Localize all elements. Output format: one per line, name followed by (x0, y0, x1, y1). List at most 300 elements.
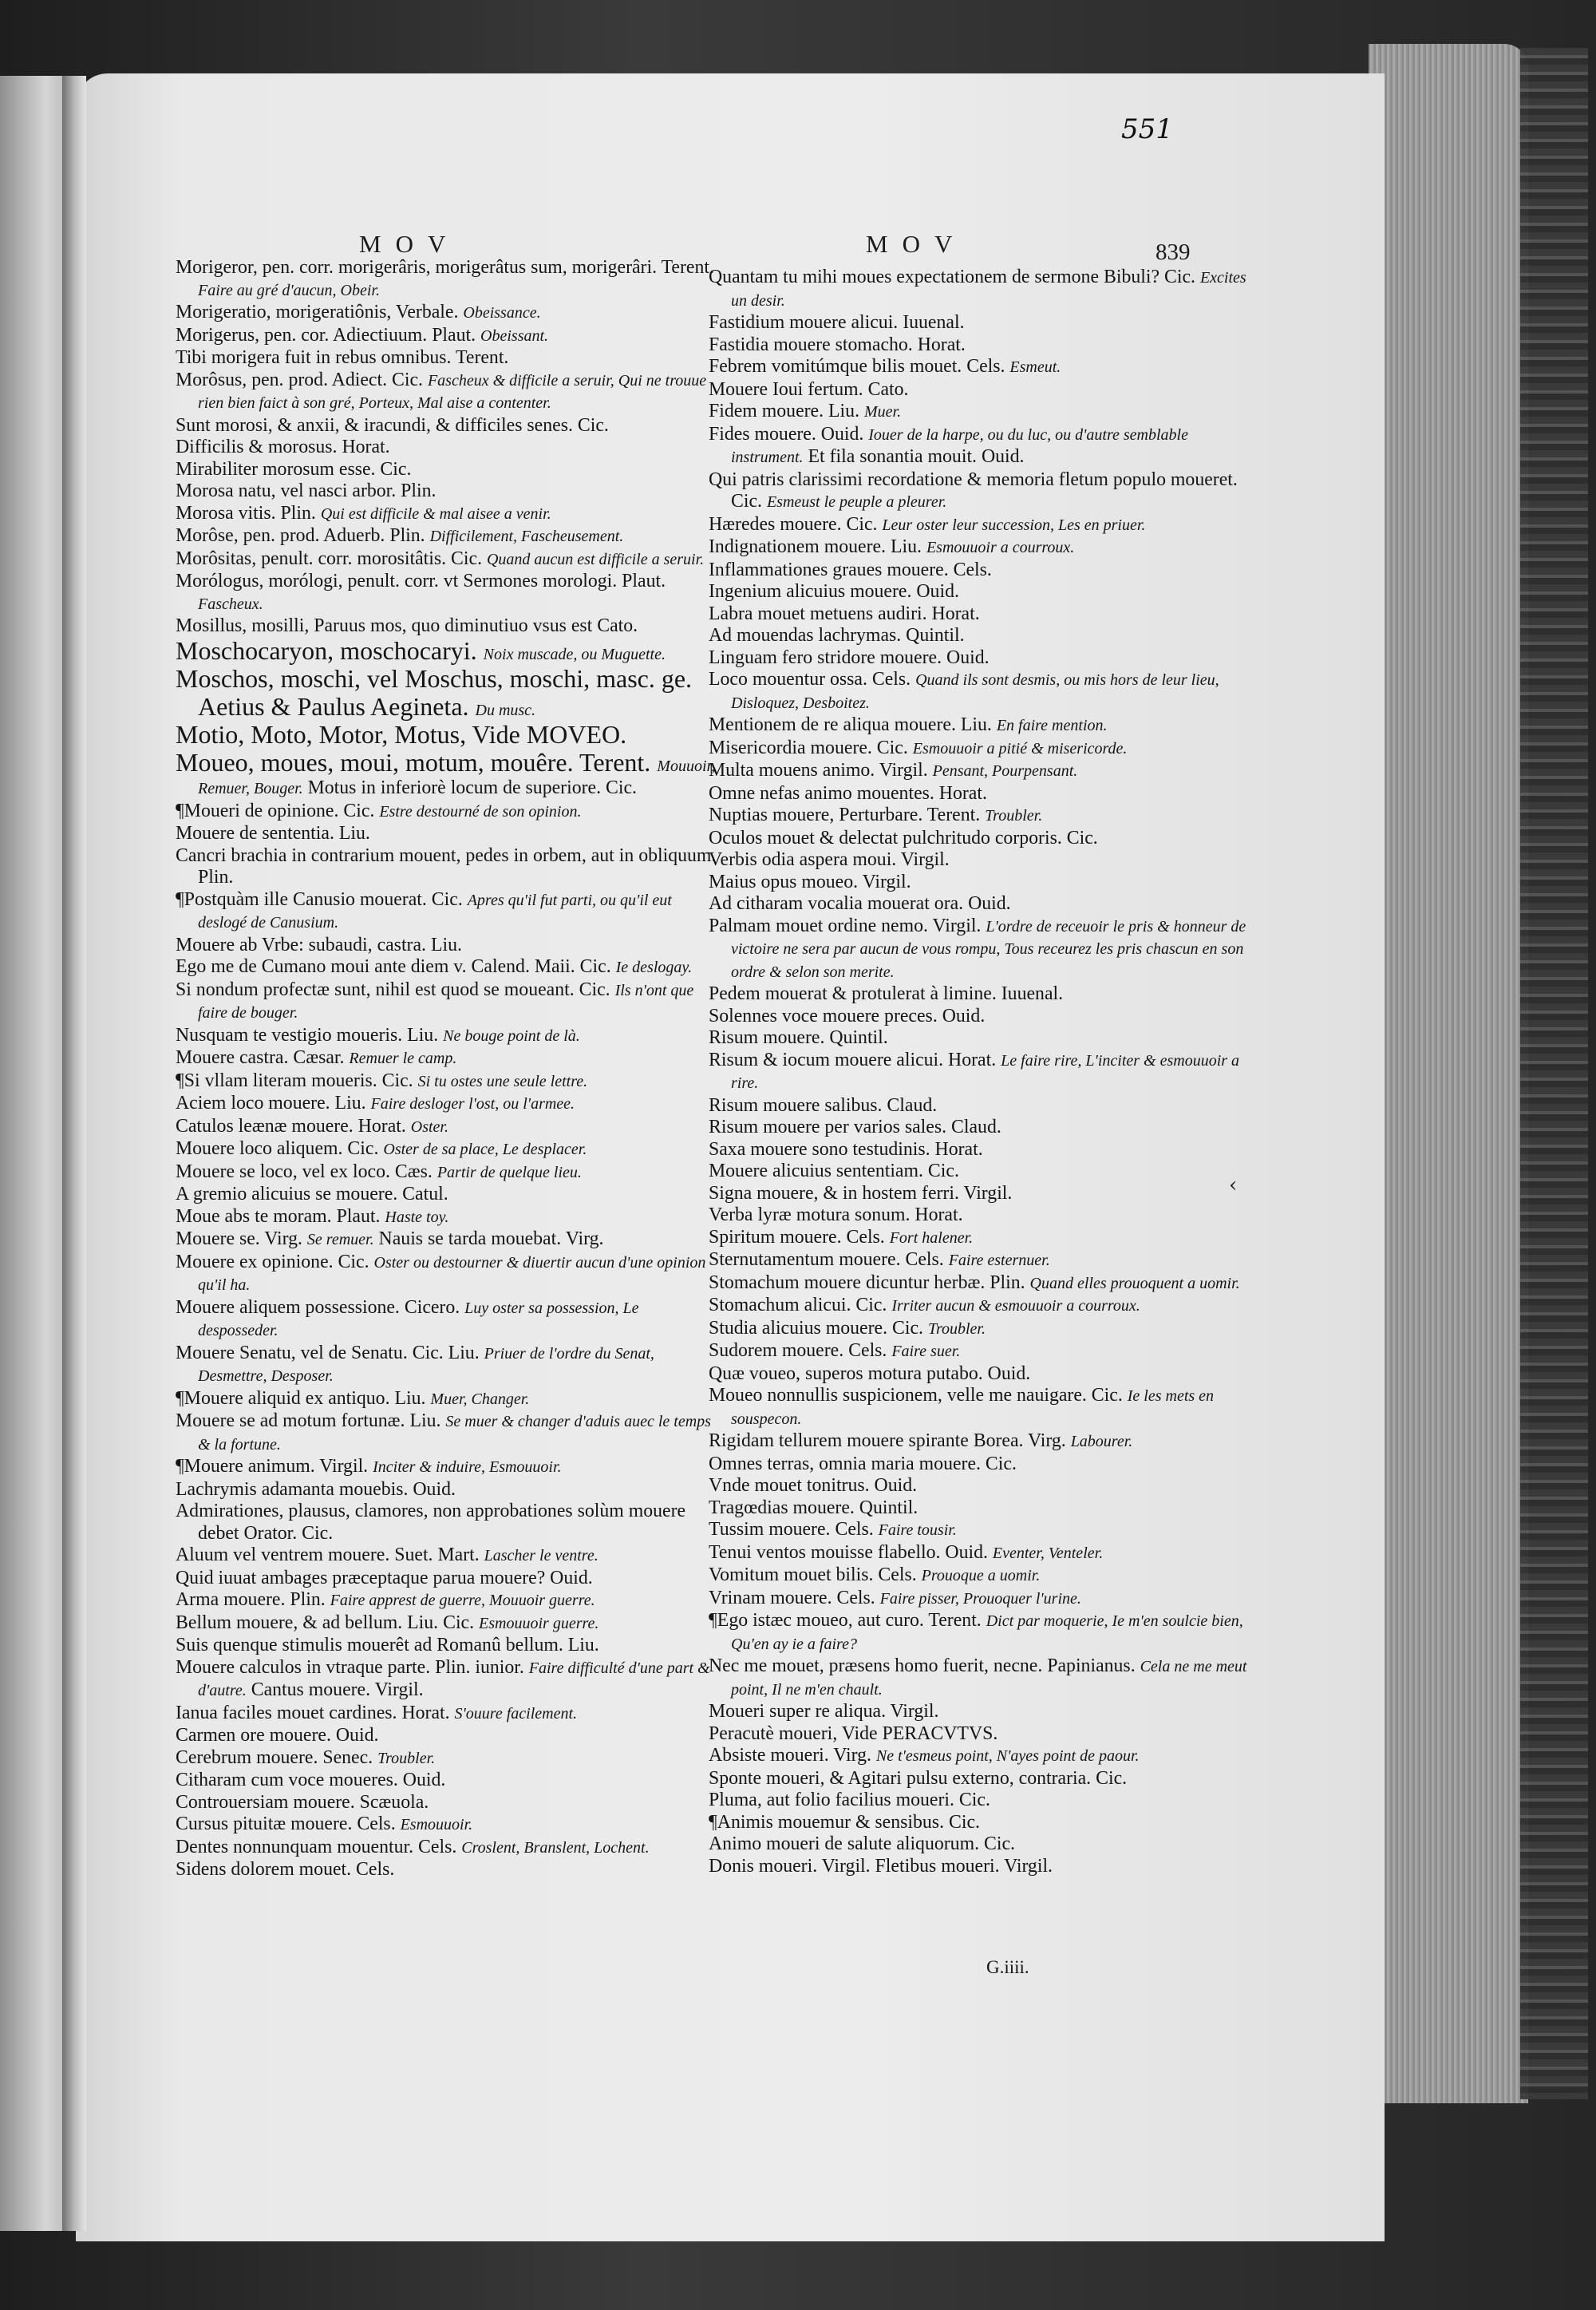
dictionary-entry (176, 1138, 718, 1161)
entry-french-gloss: Obeissance. (463, 304, 541, 322)
dictionary-entry (176, 1228, 718, 1252)
entry-french-gloss: Esmouuoir a pitié & misericorde. (912, 739, 1128, 757)
entry-french-gloss: Fascheux & difficile a seruir, Qui ne trouue rien bien faict à son gré, Porteux, Mal aise a contenter. (198, 371, 707, 412)
entry-latin: Ad mouendas lachrymas. Quintil. (709, 625, 965, 646)
dictionary-entry (176, 1116, 718, 1139)
entry-latin: Sunt morosi, & anxii, & iracundi, & difficiles senes. Cic. (176, 414, 609, 436)
dictionary-entry (176, 1047, 718, 1070)
entry-french-gloss: Se muer & changer d'aduis auec le temps & la fortune. (198, 1413, 711, 1454)
dictionary-entry (709, 714, 1259, 738)
dictionary-entry (709, 1812, 1259, 1834)
dictionary-entry (176, 1703, 718, 1726)
entry-latin: Quæ voueo, superos motura putabo. Ouid. (709, 1363, 1031, 1384)
dictionary-entry (709, 1768, 1259, 1790)
entry-latin: Moueri super re aliqua. Virgil. (709, 1701, 939, 1722)
dictionary-entry (709, 1701, 1259, 1723)
entry-latin: Pluma, aut folio facilius moueri. Cic. (709, 1790, 990, 1810)
dictionary-entry (709, 783, 1259, 805)
entry-latin-continued: Motus in inferiorè locum de superiore. Cic. (302, 777, 637, 798)
entry-french-gloss: Cela ne me meut point, Il ne m'en chault. (731, 1658, 1247, 1699)
dictionary-entry (709, 1564, 1259, 1588)
dictionary-entry (709, 379, 1259, 401)
dictionary-entry (176, 415, 718, 437)
entry-latin: Absiste moueri. Virg. (709, 1745, 876, 1766)
dictionary-entry (176, 666, 718, 722)
entry-latin: Moueo, moues, moui, motum, mouêre. Terent. (176, 747, 658, 777)
entry-french-gloss: Faire esternuer. (948, 1252, 1050, 1269)
dictionary-entry (709, 1227, 1259, 1250)
dictionary-entry (176, 1612, 718, 1636)
entry-latin: Mentionem de re aliqua mouere. Liu. (709, 714, 997, 735)
entry-latin: Oculos mouet & delectat pulchritudo corporis. Cic. (709, 827, 1098, 848)
dictionary-entry (176, 1297, 718, 1343)
dictionary-entry (176, 823, 718, 845)
entry-latin: Vrinam mouere. Cels. (709, 1587, 880, 1608)
entry-latin: Ianua faciles mouet cardines. Horat. (176, 1702, 455, 1723)
entry-latin: Saxa mouere sono testudinis. Horat. (709, 1138, 983, 1160)
entry-latin: ¶Moueri de opinione. Cic. (176, 800, 380, 821)
dictionary-entry (709, 560, 1259, 582)
entry-latin: Animo moueri de salute aliquorum. Cic. (709, 1833, 1015, 1854)
entry-french-gloss: Fascheux. (198, 595, 263, 613)
entry-latin: Morôsus, pen. prod. Adiect. Cic. (176, 369, 428, 390)
entry-latin: Mouere aliquem possessione. Cicero. (176, 1296, 465, 1318)
dictionary-entry (709, 1272, 1259, 1295)
entry-latin: Sternutamentum mouere. Cels. (709, 1249, 949, 1270)
entry-latin: Mouere Ioui fertum. Cato. (709, 378, 909, 400)
entry-latin: Donis moueri. Virgil. Fletibus moueri. Virgil. (709, 1855, 1053, 1877)
entry-french-gloss: Muer. (863, 403, 902, 421)
left-running-head: MOV (359, 230, 460, 258)
dictionary-entry (709, 1833, 1259, 1856)
entry-latin: Bellum mouere, & ad bellum. Liu. Cic. (176, 1612, 480, 1633)
margin-mark-icon: ‹ (1229, 1173, 1238, 1197)
dictionary-entry (176, 325, 718, 348)
dictionary-entry (176, 1545, 718, 1568)
entry-french-gloss: Faire desloger l'ost, ou l'armee. (370, 1095, 575, 1113)
entry-french-gloss: Faire tousir. (878, 1521, 957, 1539)
entry-french-gloss: Muer, Changer. (430, 1390, 530, 1408)
entry-latin: Mouere ex opinione. Cic. (176, 1251, 374, 1272)
dictionary-entry (709, 1856, 1259, 1878)
dictionary-entry (176, 979, 718, 1025)
entry-latin: ¶Animis mouemur & sensibus. Cic. (709, 1811, 980, 1833)
entry-french-gloss: Quand aucun est difficile a seruir. (486, 550, 705, 568)
dictionary-entry (709, 424, 1259, 469)
dictionary-entry (176, 1410, 718, 1456)
entry-french-gloss: Troubler. (985, 807, 1043, 825)
entry-french-gloss: En faire mention. (996, 717, 1108, 734)
entry-latin: Tragœdias mouere. Quintil. (709, 1497, 918, 1518)
dictionary-entry (176, 615, 718, 638)
entry-latin: Ingenium alicuius mouere. Ouid. (709, 581, 959, 602)
entry-latin: ¶Postquàm ille Canusio mouerat. Cic. (176, 888, 468, 910)
dictionary-entry (176, 437, 718, 459)
entry-latin: Rigidam tellurem mouere spirante Borea. Virg. (709, 1430, 1071, 1451)
dictionary-entry (176, 889, 718, 935)
dictionary-entry (176, 1501, 718, 1545)
entry-latin: Motio, Moto, Motor, Motus, Vide MOVEO. (176, 720, 627, 749)
entry-latin: Verba lyræ motura sonum. Horat. (709, 1204, 963, 1225)
entry-latin: Mouere Senatu, vel de Senatu. Cic. Liu. (176, 1342, 484, 1363)
dictionary-entry (176, 1206, 718, 1229)
entry-latin: Ego me de Cumano moui ante diem v. Calend. Maii. Cic. (176, 956, 616, 977)
entry-latin: Indignationem mouere. Liu. (709, 536, 926, 557)
dictionary-entry (709, 1655, 1259, 1701)
entry-french-gloss: Lascher le ventre. (484, 1547, 598, 1564)
entry-french-gloss: Si tu ostes une seule lettre. (417, 1072, 588, 1090)
entry-latin: Morigerus, pen. cor. Adiectiuum. Plaut. (176, 324, 481, 346)
entry-french-gloss: Esmeut. (1009, 358, 1061, 376)
dictionary-entry (176, 1025, 718, 1048)
entry-french-gloss: Esmeust le peuple a pleurer. (766, 493, 947, 511)
dictionary-entry (176, 459, 718, 481)
entry-french-gloss: Remuer le camp. (349, 1050, 457, 1067)
dictionary-entry (709, 603, 1259, 626)
dictionary-entry (709, 536, 1259, 560)
entry-french-gloss: Esmouuoir guerre. (479, 1614, 599, 1632)
entry-latin: Sudorem mouere. Cels. (709, 1340, 892, 1361)
entry-latin: Cursus pituitæ mouere. Cels. (176, 1814, 401, 1834)
entry-french-gloss: Inciter & induire, Esmouuoir. (373, 1458, 562, 1476)
entry-latin: Risum mouere salibus. Claud. (709, 1094, 938, 1116)
entry-latin: Controuersiam mouere. Scæuola. (176, 1791, 429, 1813)
dictionary-entry (176, 1725, 718, 1747)
dictionary-entry (709, 334, 1259, 357)
entry-latin: Morosa natu, vel nasci arbor. Plin. (176, 481, 437, 501)
entry-latin: Omne nefas animo mouentes. Horat. (709, 782, 987, 804)
dictionary-entry (709, 1027, 1259, 1050)
handwritten-folio-number: 551 (1121, 113, 1173, 145)
entry-latin: Difficilis & morosus. Horat. (176, 437, 390, 457)
entry-latin: Fastidium mouere alicui. Iuuenal. (709, 312, 965, 333)
dictionary-entry (709, 581, 1259, 603)
dictionary-entry (176, 1456, 718, 1479)
entry-latin: ¶Mouere animum. Virgil. (176, 1456, 373, 1477)
entry-french-gloss: Partir de quelque lieu. (437, 1163, 582, 1181)
dictionary-entry (176, 1837, 718, 1860)
entry-latin: Mouere castra. Cæsar. (176, 1047, 350, 1068)
dictionary-entry (709, 760, 1259, 783)
entry-french-gloss: Dict par moquerie, Ie m'en soulcie bien, Qu'en ay ie a faire? (731, 1612, 1243, 1653)
dictionary-entry (709, 1610, 1259, 1655)
entry-french-gloss: Esmouuoir. (400, 1816, 473, 1833)
entry-latin: Tenui ventos mouisse flabello. Ouid. (709, 1541, 993, 1563)
left-column (176, 257, 718, 1881)
dictionary-entry (176, 347, 718, 370)
dictionary-entry (176, 1343, 718, 1388)
right-running-head: MOV (866, 230, 967, 258)
entry-latin: Si nondum profectæ sunt, nihil est quod se moueant. Cic. (176, 979, 615, 1000)
dictionary-entry (176, 635, 718, 666)
dictionary-entry (176, 1747, 718, 1770)
entry-latin: Fastidia mouere stomacho. Horat. (709, 334, 966, 355)
entry-latin: Spiritum mouere. Cels. (709, 1226, 890, 1248)
dictionary-entry (709, 1340, 1259, 1363)
entry-latin: Nusquam te vestigio moueris. Liu. (176, 1024, 444, 1046)
dictionary-entry (709, 1050, 1259, 1095)
entry-latin: Fidem mouere. Liu. (709, 401, 864, 421)
entry-latin: Inflammationes graues mouere. Cels. (709, 559, 992, 580)
entry-latin: Linguam fero stridore mouere. Ouid. (709, 647, 990, 668)
dictionary-entry (176, 1388, 718, 1411)
dictionary-entry (709, 805, 1259, 828)
dictionary-entry (709, 738, 1259, 761)
entry-latin: Mouere se ad motum fortunæ. Liu. (176, 1410, 446, 1431)
entry-latin: Arma mouere. Plin. (176, 1589, 330, 1610)
dictionary-entry (709, 1723, 1259, 1746)
entry-french-gloss: L'ordre de receuoir le pris & honneur de victoire ne sera par aucun de vous rompu, Tous receurez les pris chascun en son ordre & selon son merite. (731, 917, 1246, 981)
entry-french-gloss: Quand ils sont desmis, ou mis hors de leur lieu, Disloquez, Desboitez. (731, 671, 1219, 712)
entry-latin: Omnes terras, omnia maria mouere. Cic. (709, 1453, 1017, 1474)
entry-french-gloss: Difficilement, Fascheusement. (429, 528, 624, 545)
dictionary-entry (176, 1568, 718, 1590)
dictionary-entry (176, 935, 718, 957)
entry-french-gloss: Le faire rire, L'inciter & esmouuoir a rire. (731, 1051, 1240, 1092)
entry-french-gloss: Mouuoir, Remuer, Bouger. (198, 757, 716, 797)
entry-latin: Quid iuuat ambages præceptaque parua mouere? Ouid. (176, 1567, 593, 1588)
entry-french-gloss: Ils n'ont que faire de bouger. (198, 981, 694, 1022)
entry-latin: Vnde mouet tonitrus. Ouid. (709, 1475, 918, 1496)
entry-latin: Moueo nonnullis suspicionem, velle me nauigare. Cic. (709, 1385, 1128, 1406)
entry-latin: Mirabiliter morosum esse. Cic. (176, 458, 412, 480)
entry-latin: Mosillus, mosilli, Paruus mos, quo diminutiuo vsus est Cato. (176, 615, 638, 636)
entry-french-gloss: Croslent, Branslent, Lochent. (461, 1838, 650, 1857)
entry-french-gloss: Qui est difficile & mal aisee a venir. (320, 504, 551, 523)
entry-latin: Morosa vitis. Plin. (176, 502, 321, 524)
dictionary-entry (176, 1635, 718, 1657)
dictionary-entry (176, 1479, 718, 1501)
entry-latin: Suis quenque stimulis mouerêt ad Romanû bellum. Liu. (176, 1635, 599, 1655)
dictionary-entry (709, 1006, 1259, 1028)
dictionary-entry (709, 1790, 1259, 1812)
entry-latin: Signa mouere, & in hostem ferri. Virgil. (709, 1182, 1013, 1204)
right-column (709, 267, 1259, 1877)
entry-french-gloss: Esmouuoir a courroux. (926, 539, 1075, 556)
entry-french-gloss: Faire au gré d'aucun, Obeir. (198, 281, 380, 299)
dictionary-entry (176, 845, 718, 889)
entry-latin: Mouere alicuius sententiam. Cic. (709, 1161, 959, 1181)
page-number: 839 (1156, 239, 1191, 265)
entry-french-gloss: Faire apprest de guerre, Mouuoir guerre. (330, 1592, 595, 1609)
dictionary-entry (176, 1252, 718, 1297)
entry-latin: Nuptias mouere, Perturbare. Terent. (709, 805, 986, 825)
entry-latin: Morigeratio, morigeratiônis, Verbale. (176, 302, 464, 322)
entry-latin: ¶Ego istæc moueo, aut curo. Terent. (709, 1610, 986, 1631)
dictionary-entry (709, 893, 1259, 916)
entry-latin: Moue abs te moram. Plaut. (176, 1205, 385, 1227)
dictionary-entry (709, 669, 1259, 714)
entry-latin: Lachrymis adamanta mouebis. Ouid. (176, 1478, 456, 1500)
entry-latin: Multa mouens animo. Virgil. (709, 760, 933, 781)
entry-french-gloss: Haste toy. (385, 1208, 449, 1226)
entry-french-gloss: S'ouure facilement. (454, 1704, 578, 1723)
dictionary-entry (709, 1588, 1259, 1611)
entry-french-gloss: Apres qu'il fut parti, ou qu'il eut deslogé de Canusium. (198, 891, 672, 932)
dictionary-entry (176, 747, 718, 801)
dictionary-entry (709, 983, 1259, 1006)
entry-latin: Verbis odia aspera moui. Virgil. (709, 849, 950, 870)
dictionary-entry (709, 1542, 1259, 1565)
dictionary-entry (176, 571, 718, 615)
entry-french-gloss: Prouoque a uomir. (921, 1567, 1041, 1584)
entry-french-gloss: Faire suer. (891, 1343, 961, 1360)
dictionary-entry (709, 1249, 1259, 1272)
entry-latin: Citharam cum voce moueres. Ouid. (176, 1770, 446, 1790)
entry-latin: Stomachum mouere dicuntur herbæ. Plin. (709, 1272, 1030, 1293)
entry-latin: Vomitum mouet bilis. Cels. (709, 1564, 922, 1585)
dictionary-entry (709, 1095, 1259, 1117)
entry-french-gloss: Iouer de la harpe, ou du luc, ou d'autre semblable instrument. (731, 425, 1188, 466)
entry-latin: Solennes voce mouere preces. Ouid. (709, 1005, 986, 1026)
entry-latin: Quantam tu mihi moues expectationem de sermone Bibuli? Cic. (709, 267, 1200, 287)
dictionary-entry (176, 956, 718, 979)
book-gutter (62, 76, 86, 2231)
entry-french-gloss: Estre destourné de son opinion. (379, 802, 582, 821)
entry-french-gloss: Eventer, Venteler. (992, 1544, 1104, 1562)
dictionary-entry (176, 1589, 718, 1612)
entry-latin: Studia alicuius mouere. Cic. (709, 1317, 928, 1339)
dictionary-entry (176, 1161, 718, 1185)
entry-latin: Sponte moueri, & Agitari pulsu externo, contraria. Cic. (709, 1767, 1128, 1789)
entry-latin: Moschocaryon, moschocaryi. (176, 635, 484, 665)
entry-latin: Palmam mouet ordine nemo. Virgil. (709, 915, 986, 936)
dictionary-entry (176, 1770, 718, 1792)
entry-french-gloss: Faire difficulté d'une part & d'autre. (198, 1659, 710, 1699)
dictionary-entry (176, 1184, 718, 1206)
dictionary-entry (709, 872, 1259, 894)
entry-french-gloss: Oster ou destourner & diuertir aucun d'une opinion qu'il ha. (198, 1253, 706, 1294)
dictionary-entry (709, 625, 1259, 647)
entry-french-gloss: Leur oster leur succession, Les en priuer. (882, 516, 1146, 534)
dictionary-entry (709, 1139, 1259, 1161)
dictionary-entry (176, 481, 718, 503)
entry-latin: A gremio alicuius se mouere. Catul. (176, 1184, 448, 1204)
entry-french-gloss: Quand elles prouoquent a uomir. (1029, 1274, 1240, 1292)
dictionary-entry (176, 302, 718, 325)
signature-mark: G.iiii. (986, 1957, 1029, 1977)
entry-latin: Loco mouentur ossa. Cels. (709, 669, 916, 690)
dictionary-entry (709, 356, 1259, 379)
entry-french-gloss: Ne t'esmeus point, N'ayes point de paour. (875, 1747, 1140, 1765)
dictionary-entry (709, 1497, 1259, 1520)
dictionary-entry (176, 1657, 718, 1703)
entry-french-gloss: Luy oster sa possession, Le desposseder. (198, 1299, 639, 1339)
entry-latin-continued: Et fila sonantia mouit. Ouid. (803, 446, 1025, 467)
entry-latin: Tussim mouere. Cels. (709, 1519, 879, 1540)
page-edges (1369, 44, 1528, 2103)
dictionary-entry (709, 849, 1259, 872)
entry-latin: Maius opus moueo. Virgil. (709, 871, 911, 892)
entry-latin: Risum & iocum mouere alicui. Horat. (709, 1049, 1001, 1070)
dictionary-entry (709, 1363, 1259, 1386)
book-cover-board (1520, 48, 1588, 2099)
entry-french-gloss: Obeissant. (480, 326, 549, 345)
entry-latin: Morólogus, morólogi, penult. corr. vt Sermones morologi. Plaut. (176, 571, 666, 591)
entry-latin: Aciem loco mouere. Liu. (176, 1093, 371, 1113)
entry-latin: Aluum vel ventrem mouere. Suet. Mart. (176, 1545, 484, 1565)
entry-latin: Sidens dolorem mouet. Cels. (176, 1859, 395, 1880)
entry-french-gloss: Noix muscade, ou Muguette. (483, 645, 666, 663)
entry-latin: Morigeror, pen. corr. morigerâris, morigerâtus sum, morigerâri. Terent. (176, 257, 714, 278)
dictionary-entry (176, 1093, 718, 1116)
entry-latin: Hæredes mouere. Cic. (709, 513, 883, 535)
entry-french-gloss: Labourer. (1070, 1433, 1133, 1450)
dictionary-entry (709, 1183, 1259, 1205)
dictionary-entry (709, 1475, 1259, 1497)
entry-french-gloss: Oster. (410, 1117, 448, 1136)
dictionary-entry (709, 267, 1259, 312)
dictionary-entry (709, 1318, 1259, 1341)
entry-latin: ¶Si vllam literam moueris. Cic. (176, 1070, 418, 1091)
dictionary-entry (709, 1295, 1259, 1318)
entry-latin: Labra mouet metuens audiri. Horat. (709, 603, 980, 624)
entry-latin: Febrem vomitúmque bilis mouet. Cels. (709, 356, 1010, 377)
entry-french-gloss: Ie les mets en souspecon. (731, 1387, 1215, 1428)
dictionary-entry (709, 1454, 1259, 1476)
dictionary-entry (709, 916, 1259, 984)
dictionary-entry (709, 401, 1259, 424)
dictionary-entry (176, 1859, 718, 1881)
dictionary-entry (176, 1070, 718, 1094)
entry-latin: Qui patris clarissimi recordatione & memoria fletum populo moueret. Cic. (709, 469, 1238, 512)
entry-latin: Ad citharam vocalia mouerat ora. Ouid. (709, 893, 1011, 914)
entry-latin: Risum mouere. Quintil. (709, 1027, 888, 1048)
dictionary-entry (709, 1385, 1259, 1430)
dictionary-entry (176, 257, 718, 302)
entry-latin: Catulos leænæ mouere. Horat. (176, 1115, 411, 1137)
dictionary-entry (176, 1792, 718, 1814)
entry-latin: Morôse, pen. prod. Aduerb. Plin. (176, 525, 430, 546)
entry-latin: Mouere ab Vrbe: subaudi, castra. Liu. (176, 934, 462, 955)
entry-latin: Mouere se loco, vel ex loco. Cæs. (176, 1161, 437, 1182)
entry-french-gloss: Faire pisser, Prouoquer l'urine. (879, 1589, 1081, 1608)
dictionary-entry (176, 503, 718, 526)
dictionary-entry (176, 1814, 718, 1837)
entry-french-gloss: Irriter aucun & esmouuoir a courroux. (891, 1297, 1140, 1315)
entry-latin: Mouere de sententia. Liu. (176, 823, 370, 844)
dictionary-entry (709, 1745, 1259, 1768)
dictionary-entry (709, 1117, 1259, 1139)
entry-latin: Moschos, moschi, vel Moschus, moschi, masc. ge. Aetius & Paulus Aegineta. (176, 664, 693, 721)
dictionary-entry (709, 514, 1259, 537)
entry-latin: Peracutè moueri, Vide PERACVTVS. (709, 1723, 998, 1744)
entry-french-gloss: Ie deslogay. (615, 959, 693, 976)
dictionary-entry (709, 1161, 1259, 1183)
entry-latin: Mouere se. Virg. (176, 1228, 307, 1249)
dictionary-entry (176, 722, 718, 750)
dictionary-entry (709, 1519, 1259, 1542)
entry-french-gloss: Troubler. (927, 1319, 986, 1338)
entry-latin-continued: Cantus mouere. Virgil. (246, 1679, 424, 1700)
entry-latin: Mouere loco aliquem. Cic. (176, 1138, 384, 1159)
entry-french-gloss: Du musc. (475, 701, 536, 719)
entry-latin: Mouere calculos in vtraque parte. Plin. iunior. (176, 1656, 529, 1678)
dictionary-entry (176, 801, 718, 824)
entry-french-gloss: Oster de sa place, Le desplacer. (383, 1141, 587, 1158)
entry-french-gloss: Ne bouge point de là. (443, 1026, 580, 1045)
entry-latin: Carmen ore mouere. Ouid. (176, 1725, 379, 1746)
left-page-fragment (0, 76, 65, 2231)
entry-latin: Tibi morigera fuit in rebus omnibus. Terent. (176, 347, 509, 368)
entry-latin: Risum mouere per varios sales. Claud. (709, 1117, 1001, 1137)
entry-french-gloss: Troubler. (377, 1749, 436, 1767)
entry-french-gloss: Fort halener. (889, 1228, 974, 1247)
entry-latin: Stomachum alicui. Cic. (709, 1295, 892, 1315)
entry-french-gloss: Excites un desir. (731, 269, 1246, 310)
entry-french-gloss: Se remuer. (306, 1231, 374, 1248)
dictionary-entry (709, 1204, 1259, 1227)
